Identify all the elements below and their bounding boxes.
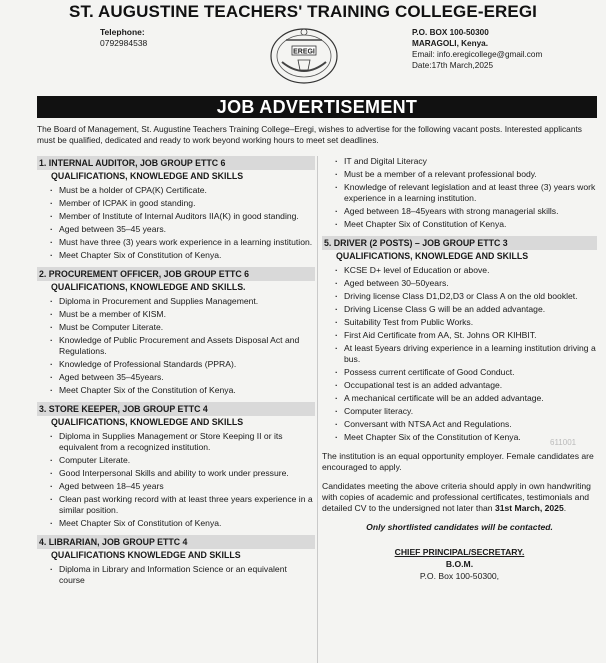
application-text: Candidates meeting the above criteria should apply in own handwriting with copies of academic and professional certificates, testimonials and detailed CV to the undersigned not later than: [322, 481, 591, 513]
application-instructions: [322, 481, 597, 514]
list-item: · Must be Computer Literate.: [37, 322, 315, 333]
list-item: · Meet Chapter Six of Constitution of Kenya.: [37, 518, 315, 529]
left-column: [37, 156, 315, 592]
section-subtitle: QUALIFICATIONS, KNOWLEDGE AND SKILLS: [336, 251, 529, 261]
email: Email: info.eregicollege@gmail.com: [412, 50, 543, 59]
list-item: · At least 5years driving experience in a learning institution driving a bus.: [322, 343, 597, 365]
intro-paragraph: The Board of Management, St. Augustine Teachers Training College–Eregi, wishes to advertise for the following vacant posts. Interested applicants must be qualified, dedicated and ready to work beyond working hours to meet set deadlines.: [37, 124, 582, 145]
section-subtitle: QUALIFICATIONS KNOWLEDGE AND SKILLS: [51, 550, 241, 560]
application-deadline: 31st March, 2025: [494, 503, 564, 513]
list-item: · Diploma in Procurement and Supplies Management.: [37, 296, 315, 307]
list-item: · Must have three (3) years work experience in a learning institution.: [37, 237, 315, 248]
college-seal-logo: [268, 22, 340, 86]
column-divider: [317, 156, 318, 663]
list-item: · A mechanical certificate will be an added advantage.: [322, 393, 597, 404]
list-item: · First Aid Certificate from AA, St. Johns OR KIHBIT.: [322, 330, 597, 341]
section-librarian: [37, 535, 315, 586]
telephone-label: Telephone:: [100, 27, 145, 37]
date: Date:17th March,2025: [412, 61, 494, 70]
list-item: · Member of ICPAK in good standing.: [37, 198, 315, 209]
list-item: · Aged between 35–45years.: [37, 372, 315, 383]
section-internal-auditor: [37, 156, 315, 261]
list-item: · Aged between 18–45years with strong managerial skills.: [322, 206, 597, 217]
section-title: 1. INTERNAL AUDITOR, JOB GROUP ETTC 6: [37, 156, 315, 170]
list-item: · Knowledge of Public Procurement and Assets Disposal Act and Regulations.: [37, 335, 315, 357]
librarian-continuation: [322, 156, 597, 230]
section-title: 4. LIBRARIAN, JOB GROUP ETTC 4: [37, 535, 315, 549]
signatory-title: CHIEF PRINCIPAL/SECRETARY.: [394, 547, 525, 557]
section-title: 5. DRIVER (2 POSTS) – JOB GROUP ETTC 3: [322, 236, 597, 250]
equal-opportunity-text: The institution is an equal opportunity employer. Female candidates are encouraged to apply.: [322, 451, 594, 472]
section-driver: [322, 236, 597, 443]
list-item: · Aged between 30–50years.: [322, 278, 597, 289]
list-item: · Knowledge of relevant legislation and at least three (3) years work experience in a learning institution.: [322, 182, 597, 204]
section-procurement-officer: [37, 267, 315, 396]
list-item: · Conversant with NTSA Act and Regulations.: [322, 419, 597, 430]
list-item: · KCSE D+ level of Education or above.: [322, 265, 597, 276]
list-item: · Meet Chapter Six of Constitution of Kenya.: [322, 219, 597, 230]
list-item: · Clean past working record with at least three years experience in a similar position.: [37, 494, 315, 516]
list-item: · Knowledge of Professional Standards (PPRA).: [37, 359, 315, 370]
application-text-end: .: [563, 503, 567, 513]
signature-block: [322, 546, 597, 582]
list-item: · Must be a member of a relevant professional body.: [322, 169, 597, 180]
list-item: · Good Interpersonal Skills and ability to work under pressure.: [37, 468, 315, 479]
signatory-body: B.O.M.: [445, 559, 474, 569]
list-item: · Computer literacy.: [322, 406, 597, 417]
list-item: · Driving license Class D1,D2,D3 or Class A on the old booklet.: [322, 291, 597, 302]
list-item: · Computer Literate.: [37, 455, 315, 466]
list-item: · Member of Institute of Internal Auditors IIA(K) in good standing.: [37, 211, 315, 222]
list-item: · Suitability Test from Public Works.: [322, 317, 597, 328]
section-subtitle: QUALIFICATIONS, KNOWLEDGE AND SKILLS.: [51, 282, 246, 292]
list-item: · Driving License Class G will be an added advantage.: [322, 304, 597, 315]
section-title: 2. PROCUREMENT OFFICER, JOB GROUP ETTC 6: [37, 267, 315, 281]
list-item: · Diploma in Supplies Management or Store Keeping II or its equivalent from a recognized institution.: [37, 431, 315, 453]
shortlist-note: Only shortlisted candidates will be contacted.: [366, 522, 553, 532]
college-title: ST. AUGUSTINE TEACHERS' TRAINING COLLEGE-EREGI: [69, 2, 537, 21]
list-item: · Meet Chapter Six of Constitution of Kenya.: [37, 250, 315, 261]
svg-text:EREGI: EREGI: [293, 48, 315, 56]
list-item: · Must be a member of KISM.: [37, 309, 315, 320]
list-item: · Possess current certificate of Good Conduct.: [322, 367, 597, 378]
list-item: · Meet Chapter Six of the Constitution of Kenya.: [37, 385, 315, 396]
section-subtitle: QUALIFICATIONS, KNOWLEDGE AND SKILLS: [51, 171, 244, 181]
right-column: [322, 156, 597, 582]
header-contact-left: [100, 27, 147, 49]
section-title: 3. STORE KEEPER, JOB GROUP ETTC 4: [37, 402, 315, 416]
list-item: · Aged between 35–45 years.: [37, 224, 315, 235]
list-item: · Must be a holder of CPA(K) Certificate.: [37, 185, 315, 196]
town: MARAGOLI, Kenya.: [412, 39, 488, 48]
po-box: P.O. BOX 100-50300: [412, 28, 489, 37]
section-subtitle: QUALIFICATIONS, KNOWLEDGE AND SKILLS: [51, 417, 244, 427]
list-item: · Aged between 18–45 years: [37, 481, 315, 492]
job-advertisement-banner: JOB ADVERTISEMENT: [37, 96, 597, 118]
list-item: · Meet Chapter Six of the Constitution of Kenya.: [322, 432, 597, 443]
ad-reference-number: 611001: [550, 438, 577, 447]
list-item: · IT and Digital Literacy: [322, 156, 597, 167]
list-item: · Diploma in Library and Information Science or an equivalent course: [37, 564, 315, 586]
signatory-address: P.O. Box 100-50300,: [419, 571, 500, 581]
telephone-number: 0792984538: [100, 38, 148, 48]
header-contact-right: [412, 27, 542, 71]
section-store-keeper: [37, 402, 315, 529]
list-item: · Occupational test is an added advantage.: [322, 380, 597, 391]
